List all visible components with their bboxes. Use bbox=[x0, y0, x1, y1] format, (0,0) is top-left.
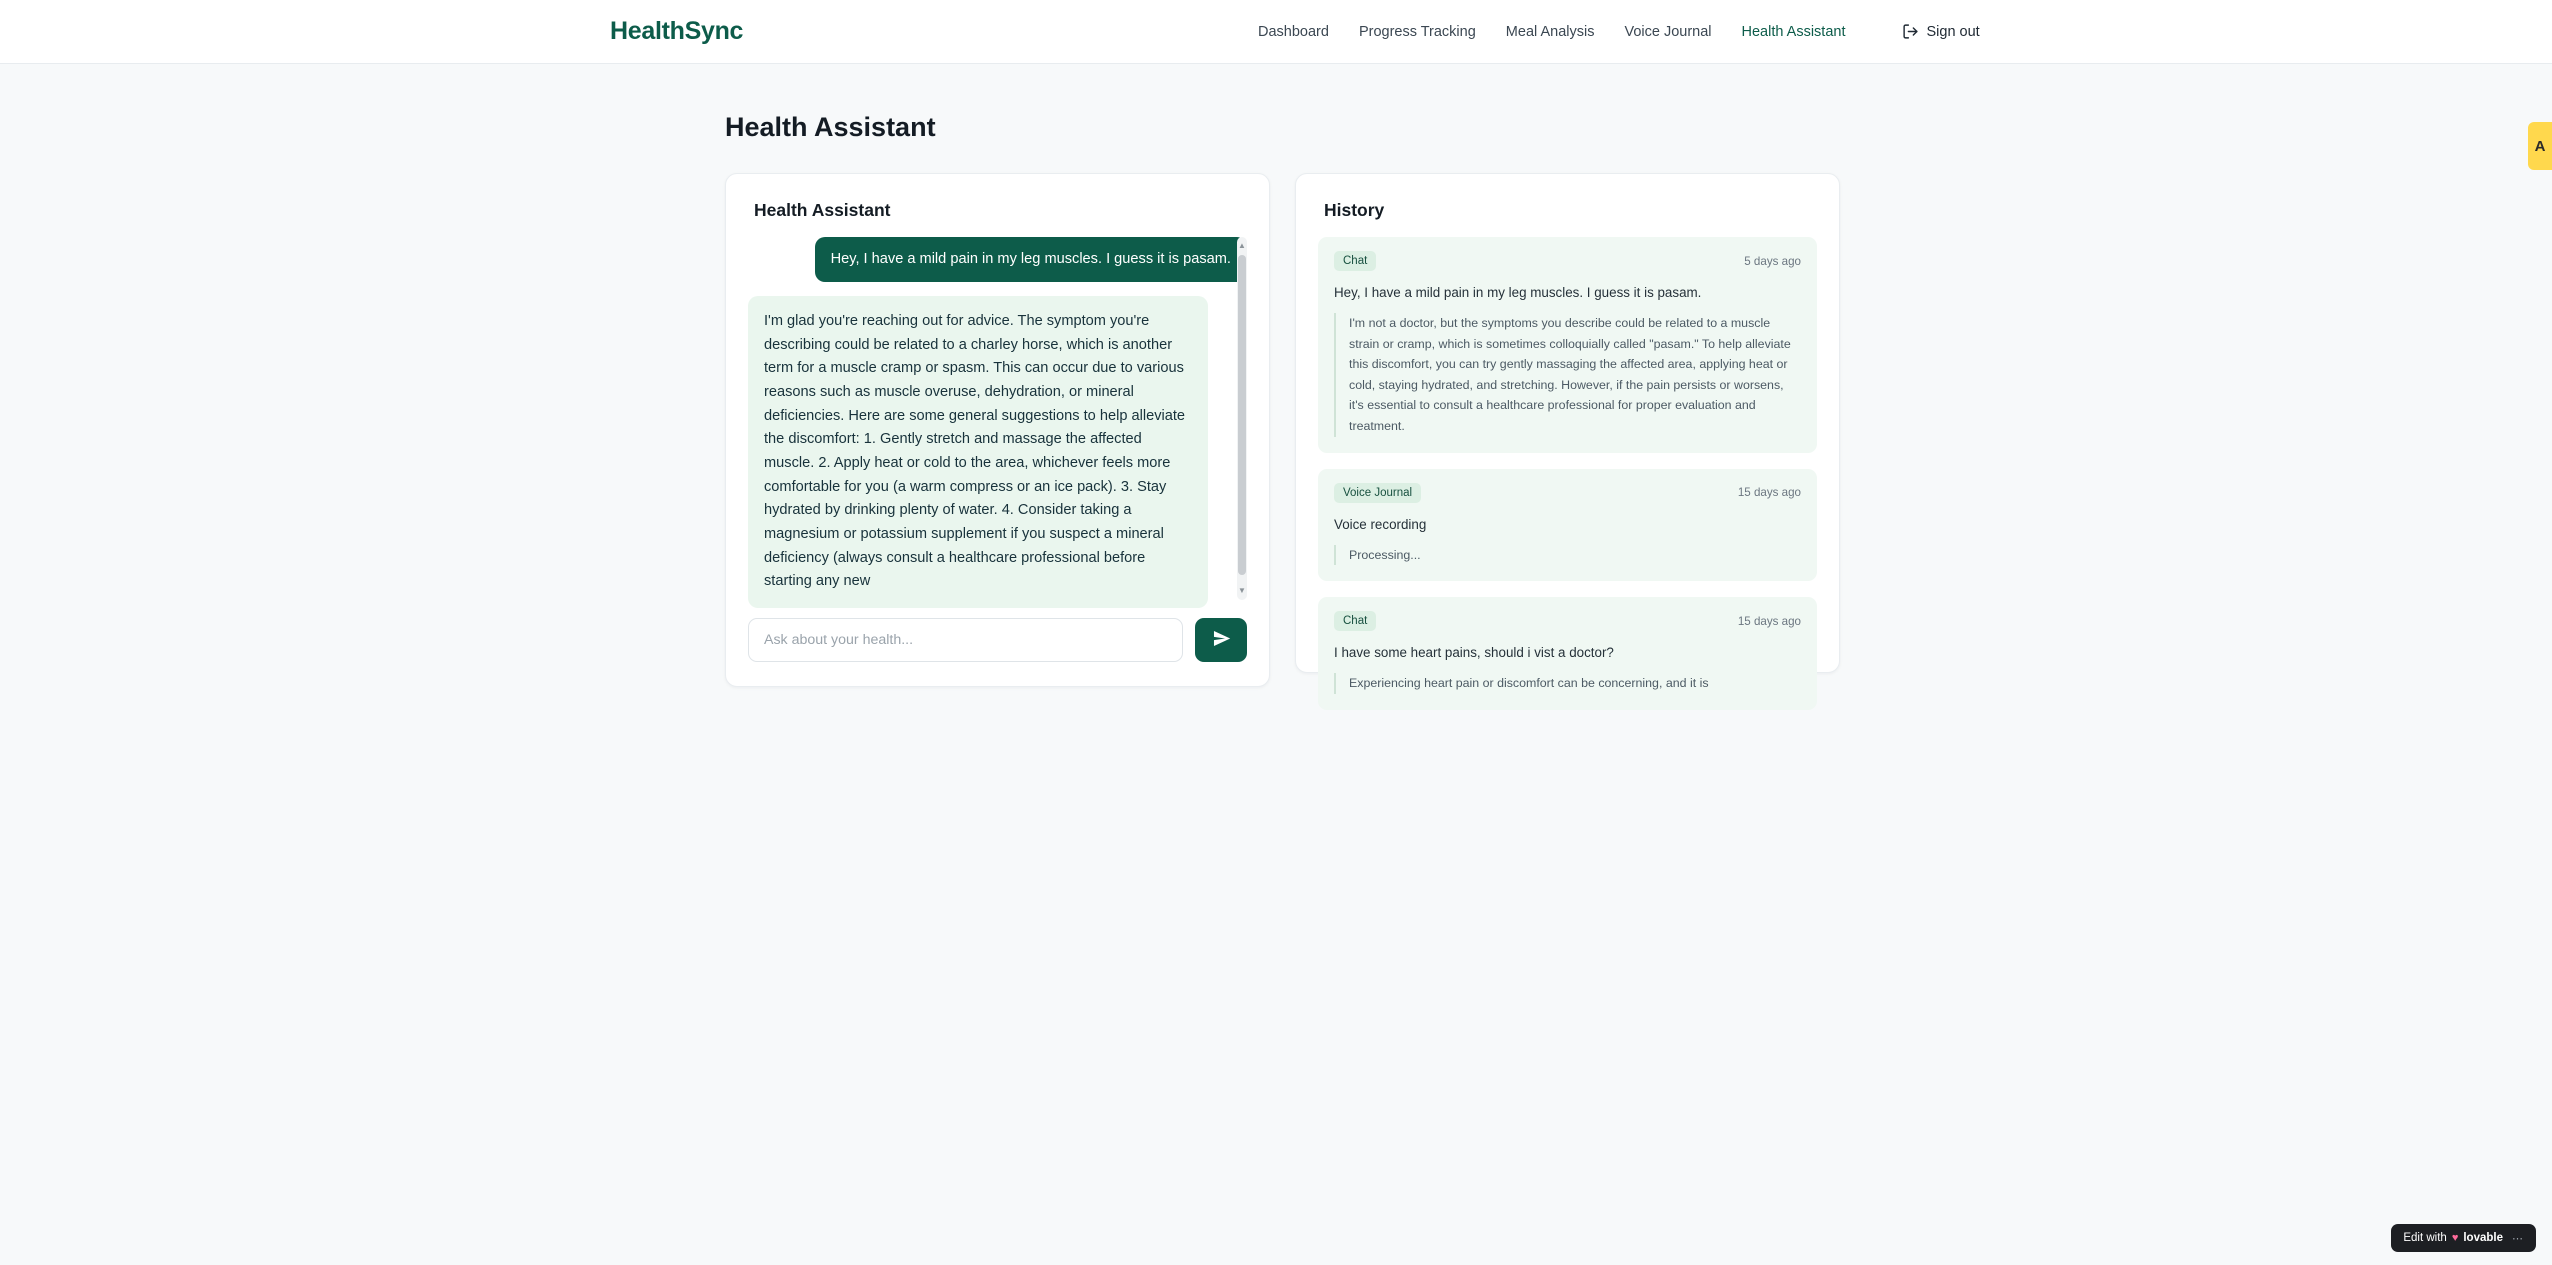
history-item-timestamp: 5 days ago bbox=[1744, 254, 1801, 268]
history-item-tag: Chat bbox=[1334, 611, 1376, 631]
chat-scrollbar[interactable] bbox=[1237, 237, 1247, 600]
history-item[interactable] bbox=[1318, 237, 1817, 453]
history-item-timestamp: 15 days ago bbox=[1737, 486, 1801, 500]
scroll-down-arrow-icon[interactable]: ▼ bbox=[1238, 586, 1246, 595]
history-item-header bbox=[1334, 251, 1801, 271]
nav-item-dashboard[interactable]: Dashboard bbox=[1258, 23, 1329, 40]
heart-icon: ♥ bbox=[2451, 1232, 2459, 1244]
history-card bbox=[1295, 173, 1840, 691]
history-item-response: I'm not a doctor, but the symptoms you describe could be related to a muscle strain or cramp, which is sometimes colloquially called "pasam." To help alleviate this discomfort, you can try gently massaging the affected area, applying heat or cold, staying hydrated, and stretching. However, if the pain persists or worsens, it's essential to consult a healthcare professional for proper evaluation and treatment. bbox=[1334, 313, 1801, 437]
edit-with-lovable-badge[interactable] bbox=[2391, 1224, 2536, 1252]
nav-item-meal-analysis[interactable]: Meal Analysis bbox=[1505, 23, 1595, 40]
history-item-header bbox=[1334, 611, 1801, 631]
nav-item-health-assistant[interactable]: Health Assistant bbox=[1741, 23, 1846, 40]
nav-item-progress-tracking[interactable]: Progress Tracking bbox=[1358, 23, 1476, 40]
history-item[interactable] bbox=[1318, 597, 1817, 710]
user-message-bubble: Hey, I have a mild pain in my leg muscles. I guess it is pasam. bbox=[815, 237, 1247, 282]
chat-message-area[interactable] bbox=[748, 237, 1247, 600]
history-card-title: History bbox=[1324, 200, 1385, 220]
chat-composer bbox=[726, 600, 1269, 686]
scroll-up-arrow-icon[interactable]: ▲ bbox=[1238, 241, 1246, 250]
cards-container bbox=[725, 173, 2552, 691]
chat-scrollbar-thumb[interactable] bbox=[1238, 255, 1246, 575]
history-item-header bbox=[1334, 483, 1801, 503]
send-button[interactable] bbox=[1195, 618, 1247, 662]
sign-out-icon bbox=[1902, 23, 1919, 40]
main-nav bbox=[1258, 23, 1980, 40]
history-item-query: I have some heart pains, should i vist a doctor? bbox=[1334, 645, 1614, 661]
assistant-message-bubble: I'm glad you're reaching out for advice. The symptom you're describing could be related to a charley horse, which is another term for a muscle cramp or spasm. This can occur due to various reasons such as muscle overuse, dehydration, or mineral deficiencies. Here are some general suggestions to help alleviate the discomfort: 1. Gently stretch and massage the affected muscle. 2. Apply heat or cold to the area, whichever feels more comfortable for you (a warm compress or an ice pack). 3. Stay hydrated by drinking plenty of water. 4. Consider taking a magnesium or potassium supplement if you suspect a mineral deficiency (always consult a healthcare professional before starting any new bbox=[748, 296, 1208, 608]
more-options-icon[interactable]: ⋯ bbox=[2512, 1232, 2524, 1245]
page-title: Health Assistant bbox=[725, 112, 936, 142]
brand-logo[interactable]: HealthSync bbox=[610, 17, 744, 45]
lovable-label: lovable bbox=[2463, 1232, 2503, 1244]
health-assistant-card bbox=[725, 173, 1270, 687]
history-item-tag: Chat bbox=[1334, 251, 1376, 271]
accessibility-edge-tab[interactable] bbox=[2528, 122, 2552, 170]
top-navigation-bar bbox=[0, 0, 2552, 64]
history-item-response: Experiencing heart pain or discomfort can be concerning, and it is bbox=[1334, 673, 1801, 694]
edit-with-label: Edit with bbox=[2403, 1232, 2447, 1244]
history-list[interactable] bbox=[1296, 237, 1839, 710]
send-icon bbox=[1212, 629, 1231, 651]
nav-item-voice-journal[interactable]: Voice Journal bbox=[1624, 23, 1712, 40]
chat-message-user bbox=[748, 237, 1247, 282]
history-item-query: Voice recording bbox=[1334, 516, 1427, 532]
sign-out-button[interactable] bbox=[1902, 23, 1980, 40]
chat-message-assistant bbox=[748, 296, 1247, 608]
history-item[interactable] bbox=[1318, 469, 1817, 582]
edge-tab-label: A bbox=[2534, 137, 2546, 155]
history-item-query: Hey, I have a mild pain in my leg muscles. I guess it is pasam. bbox=[1334, 285, 1702, 300]
page-body bbox=[0, 64, 2552, 691]
history-item-tag: Voice Journal bbox=[1334, 483, 1421, 503]
history-item-timestamp: 15 days ago bbox=[1737, 614, 1801, 628]
sign-out-label: Sign out bbox=[1926, 23, 1980, 40]
history-item-response: Processing... bbox=[1334, 545, 1801, 566]
assistant-card-title: Health Assistant bbox=[754, 200, 891, 220]
chat-input[interactable] bbox=[748, 618, 1183, 662]
